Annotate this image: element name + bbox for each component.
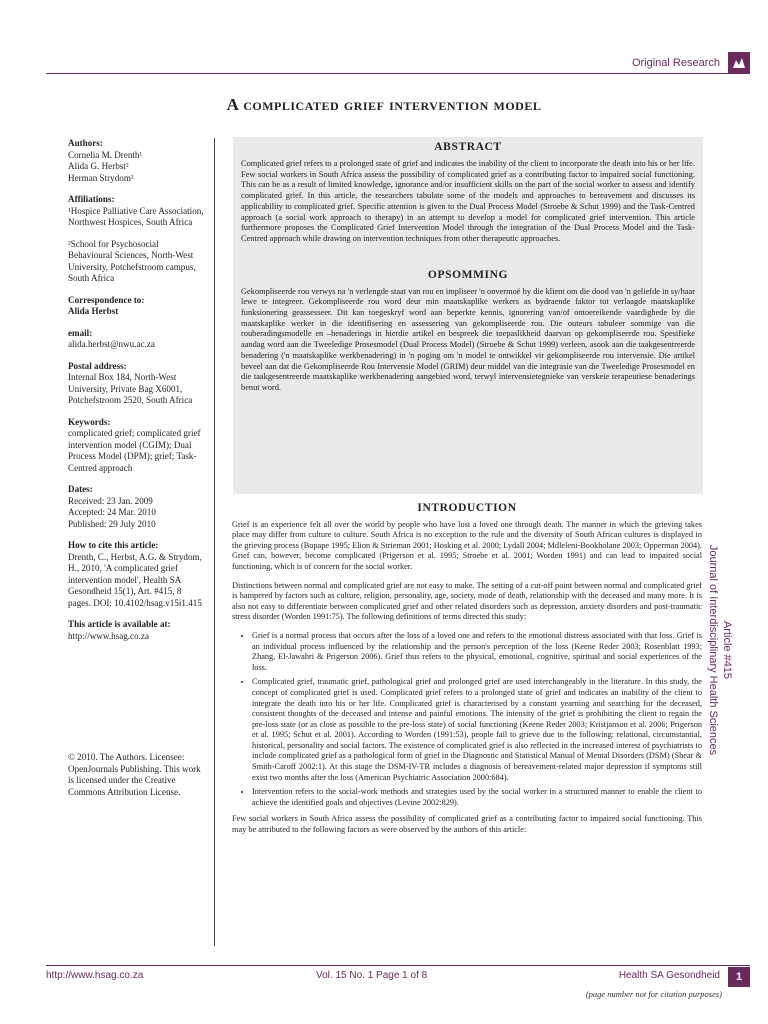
introduction-heading: INTRODUCTION [417,502,517,514]
list-item: • Intervention refers to the social-work methods and strategies used by the social worker in a structured manner to enable the client to achieve the identified goals and objectives (Levine 2002:829). [252,787,702,808]
footer-url[interactable]: http://www.hsag.co.za [46,970,144,981]
intro-paragraph-3: Few social workers in South Africa assess the possibility of complicated grief as a contributing factor to impaired social functioning. This may be attributed to the following factors as were observed by the authors of this article: [232,814,702,835]
affiliation-2: ²School for Psychosocial Behavioural Sciences, North-West University, Potchefstroom campus, South Africa [68,238,196,283]
page-note: (page number not for citation purposes) [585,989,722,999]
authors-heading: Authors: [68,138,103,148]
email-link[interactable]: alida.herbst@nwu.ac.za [68,339,155,349]
list-item: • Complicated grief, traumatic grief, pathological grief and prolonged grief are used interchangeably in the literature. In this study, the concept of complicated grief is used. Complicated grief refers to a prolonged state of grief and indicates an inability of the client to integrate the death into his or her life. Complicated grief is characterised by a constant yearning and searching for the deceased, consistent thoughts of the deceased and intense and painful emotions. The intensity of the grief is prohibiting the client to regain the pre-loss state (or as close as possible to the pre-loss state) of social functioning (Keene Reder 2003; Kristjanson et al. 2006; Prigerson et al. 1995; Schut et al. 2001). According to Worden (1991:53), people fail to grieve due to the following: relational, circumstantial, historical, personality and social factors. The existence of complicated grief is also reflected in the increased interest of psychiatrists to include complicated grief as a pathological form of grief in the Diagnostic and Statistical Manual of Mental Disorders (DSM) (Shear & Smith-Caroff 2002:1). At this stage the DSM-IV-TR includes a diagnosis of bereavement-related major depression if symptoms still exist two months after the loss (American Psychiatric Association 2000:684). [252,677,702,783]
copyright: © 2010. The Authors. Licensee: OpenJournals Publishing. This work is licensed under the Creative Commons Attribution License. [68,752,201,797]
opsomming-heading: OPSOMMING [427,268,509,281]
affiliations-heading: Affiliations: [68,194,115,204]
footer-rule [46,965,750,966]
body-column [232,503,702,844]
footer-journal: Health SA Gesondheid [618,970,720,981]
postal-heading: Postal address: [68,360,127,371]
side-article-number: Article #415 [721,620,733,680]
column-divider [214,138,215,946]
intro-paragraph-2: Distinctions between normal and complicated grief are not easy to make. The setting of a cut-off point between normal and complicated grief is hampered by factors such as culture, religion, personality, age, society, mode of death, relationship with the deceased and many more. It is also not easy to differentiate between complicated grief and other related disorders such as depression, anxiety disorders and post-traumatic stress disorder (Worden 1991:75). The following definitions of terms directed this study: [232,580,702,622]
footer-issue: Vol. 15 No. 1 Page 1 of 8 [316,970,428,981]
authors: Cornelia M. Drenth¹ Alida G. Herbst² Herman Strydom² [68,149,143,183]
list-item: • Grief is a normal process that occurs after the loss of a loved one and refers to the emotional distress associated with that loss. Grief is an individual process influenced by the relationship and the person's perception of the loss (Keene Reder 2003; Rosenblatt 1993; Zhang, El-Jawahri & Prigerson 2006). Grief thus refers to the physical, emotional, cognitive, spiritual and social experiences of the loss. [252,631,702,673]
intro-paragraph-1: Grief is an experience felt all over the world by people who have lost a loved one through death. The manner in which the grieving takes place may differ from culture to culture. South Africa is no exception to the rule and the diversity of South African cultures is displayed in the grieving process (Bopape 1995; Elion & Strieman 2001; Hosking et al. 2000; Lydall 2004; Mdleleni-Bookholane 2003; Opperman 2004). Grief can, however, become complicated (Prigerson et al. 1995; Stroebe et al. 2001; Worden 1991) and can lead to impaired social functioning, which is of concern for the social worker. [232,519,702,571]
article-info-sidebar [68,138,204,798]
cite-heading: How to cite this article: [68,540,159,550]
definitions-list [232,631,702,809]
correspondence-heading: Correspondence to: [68,294,145,305]
dates-heading: Dates: [68,484,93,494]
article-title: A complicated grief intervention model [226,95,542,114]
citation: Drenth, C., Herbst, A.G. & Strydom, H., 2010, 'A complicated grief intervention model', Health SA Gesondheid 15(1), Art. #415, 8 pages. DOI: 10.4102/hsag.v15i1.415 [68,551,202,608]
correspondence: Alida Herbst [68,306,119,316]
affiliation-1: ¹Hospice Palliative Care Association, Northwest Hospices, South Africa [68,205,204,227]
header-rule [46,73,750,74]
page-number-badge: 1 [728,967,750,987]
section-label: Original Research [631,57,720,69]
side-journal-name: Journal of Interdisciplinary Health Sciences [707,544,719,756]
availability-heading: This article is available at: [68,619,171,629]
abstract-text: Complicated grief refers to a prolonged state of grief and indicates the inability of the client to incorporate the death into his or her life. Few social workers in South Africa assess the possibility of complicated grief as a contributing factor to impaired social functioning. This can be as a result of limited knowledge, ignorance and/or insufficient skills on the part of the social worker to assess and identify complicated grief. In this article, the researchers tabulate some of the models and approaches to bereavement and discusses its applicability to complicated grief. Specific attention is given to the Dual Process Model (Stroebe & Schut 1999) and the Task-Centred approach (a social work approach to therapy) in an attempt to develop a model for complicated grief intervention. This article furthermore proposes the Complicated Grief Intervention Model through the integration of the Dual Process Model and the Task-Centred approach while drawing on intervention techniques from other therapeutic approaches. [241,159,695,243]
email-heading: email: [68,327,93,338]
journal-logo-icon [728,52,750,74]
postal-address: Internal Box 184, North-West University, Private Bag X6001, Potchefstroom 2520, South Africa [68,372,193,405]
dates: Received: 23 Jan. 2009 Accepted: 24 Mar. 2010 Published: 29 July 2010 [68,495,156,529]
abstract-box [233,137,703,494]
opsomming-text: Gekompliseerde rou verwys na 'n verlengde staat van rou en impliseer 'n onvermoë by die klient om die dood van 'n geliefde in sy/haar lewe te integreer. Gekompliseerde rou word deur min maatskaplike werkers as bydraende faktor tot verlaagde maatskaplike funksionering geassesseer. Dit kan toegeskryf word aan beperkte kennis, ignorering van/of ontoereikende vaardighede by die maatskaplike werker in die identifisering en assessering van gekompliseerde rou. Die outeurs tabuleer sommige van die rouberadingsmodelle en –benaderings in hierdie artikel en bespreek die toepaslikheid daarvan op gekompliseerde rou. Spesifieke aandag word aan die Tweeledige Prosesmodel (Dual Process Model) (Stroebe & Schut 1999) verleen, asook aan die taakgesentreerde benadering ('n maatskaplike werkbenadering) in 'n poging om 'n model te ontwikkel vir gekompliseerde rou intervensie. Die artikel beveel aan dat die Gekompliseerde Rou Intervensie Model (GRIM) deur middel van die integrasie van die Tweeledige Prosesmodel en die taakgesentreerde maatskaplike werkbenadering aangebied word, terwyl intervensietegnieke van verskeie terapeutiese benaderings benut word. [241,286,695,392]
side-journal-label [707,440,733,860]
abstract-heading: ABSTRACT [434,141,502,153]
availability-link[interactable]: http://www.hsag.co.za [68,630,149,641]
keywords: complicated grief; complicated grief intervention model (CGIM); Dual Process Model (DPM); grief; Task-Centred approach [68,428,201,473]
keywords-heading: Keywords: [68,416,111,427]
